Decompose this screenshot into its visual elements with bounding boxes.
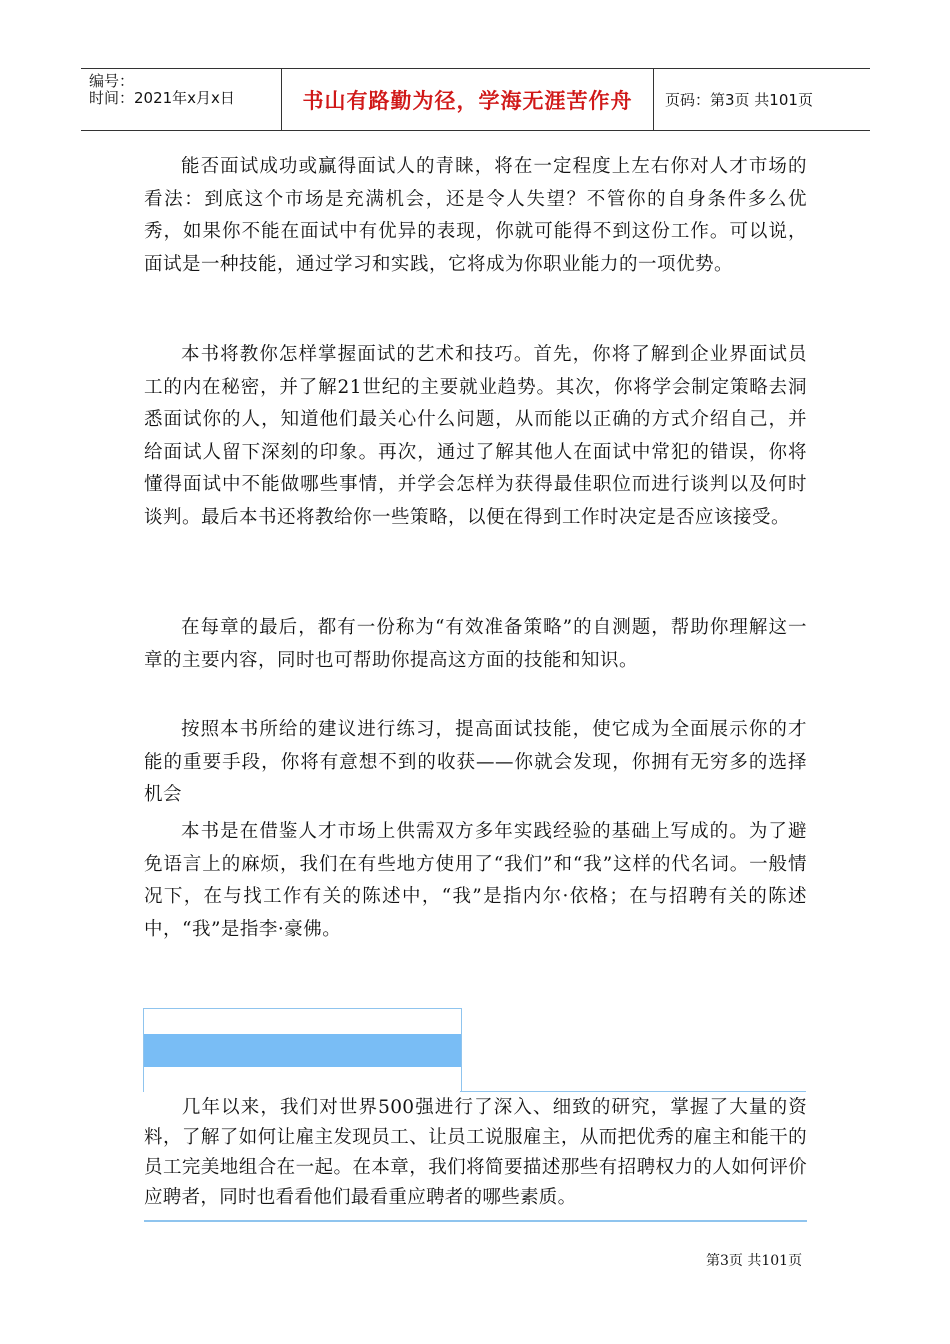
paragraph-2: 本书将教你怎样掌握面试的艺术和技巧。首先，你将了解到企业界面试员工的内在秘密，并了解21世纪的主要就业趋势。其次，你将学会制定策略去洞悉面试你的人，知道他们最关心什么问题，从而能以正确的方式介绍自己，并给面试人留下深刻的印象。再次，通过了解其他人在面试中常犯的错误，你将懂得面试中不能做哪些事情，并学会怎样为获得最佳职位而进行谈判以及何时谈判。最后本书还将教给你一些策略，以便在得到工作时决定是否应该接受。	[144, 344, 807, 528]
paragraph-1: 能否面试成功或赢得面试人的青睐，将在一定程度上左右你对人才市场的看法：到底这个市场是充满机会，还是令人失望？不管你的自身条件多么优秀，如果你不能在面试中有优异的表现，你就可能得不到这份工作。可以说，面试是一种技能，通过学习和实践，它将成为你职业能力的一项优势。	[144, 156, 807, 275]
header-number-label: 编号：	[89, 72, 135, 90]
header-page-cell	[653, 69, 870, 130]
chapter-intro-rule	[144, 1220, 807, 1222]
header-motto: 书山有路勤为径，学海无涯苦作舟	[302, 89, 633, 113]
chapter-heading-rule	[460, 1091, 806, 1092]
paragraph-3: 在每章的最后，都有一份称为“有效准备策略”的自测题，帮助你理解这一章的主要内容，同时也可帮助你提高这方面的技能和知识。	[144, 617, 807, 671]
page-header	[81, 68, 870, 131]
chapter-heading-band	[144, 1034, 461, 1067]
header-motto-cell	[281, 69, 654, 130]
chapter-intro-text: 几年以来，我们对世界500强进行了深入、细致的研究，掌握了大量的资料，了解了如何让雇主发现员工、让员工说服雇主，从而把优秀的雇主和能干的员工完美地组合在一起。在本章，我们将简要描述那些有招聘权力的人如何评价应聘者，同时也看看他们最看重应聘者的哪些素质。	[144, 1097, 807, 1208]
paragraph-4: 按照本书所给的建议进行练习，提高面试技能，使它成为全面展示你的才能的重要手段，你将有意想不到的收获——你就会发现，你拥有无穷多的选择机会	[144, 719, 807, 805]
header-info-cell	[81, 69, 281, 130]
page-footer: 第3页 共101页	[706, 1253, 803, 1269]
paragraph-5: 本书是在借鉴人才市场上供需双方多年实践经验的基础上写成的。为了避免语言上的麻烦，我们在有些地方使用了“我们”和“我”这样的代名词。一般情况下，在与找工作有关的陈述中，“我”是指内尔·依格；在与招聘有关的陈述中，“我”是指李·豪佛。	[144, 821, 807, 940]
header-date: 时间：2021年x月x日	[89, 89, 235, 107]
chapter-intro	[144, 1093, 807, 1213]
header-page-info: 页码：第3页 共101页	[665, 91, 813, 109]
